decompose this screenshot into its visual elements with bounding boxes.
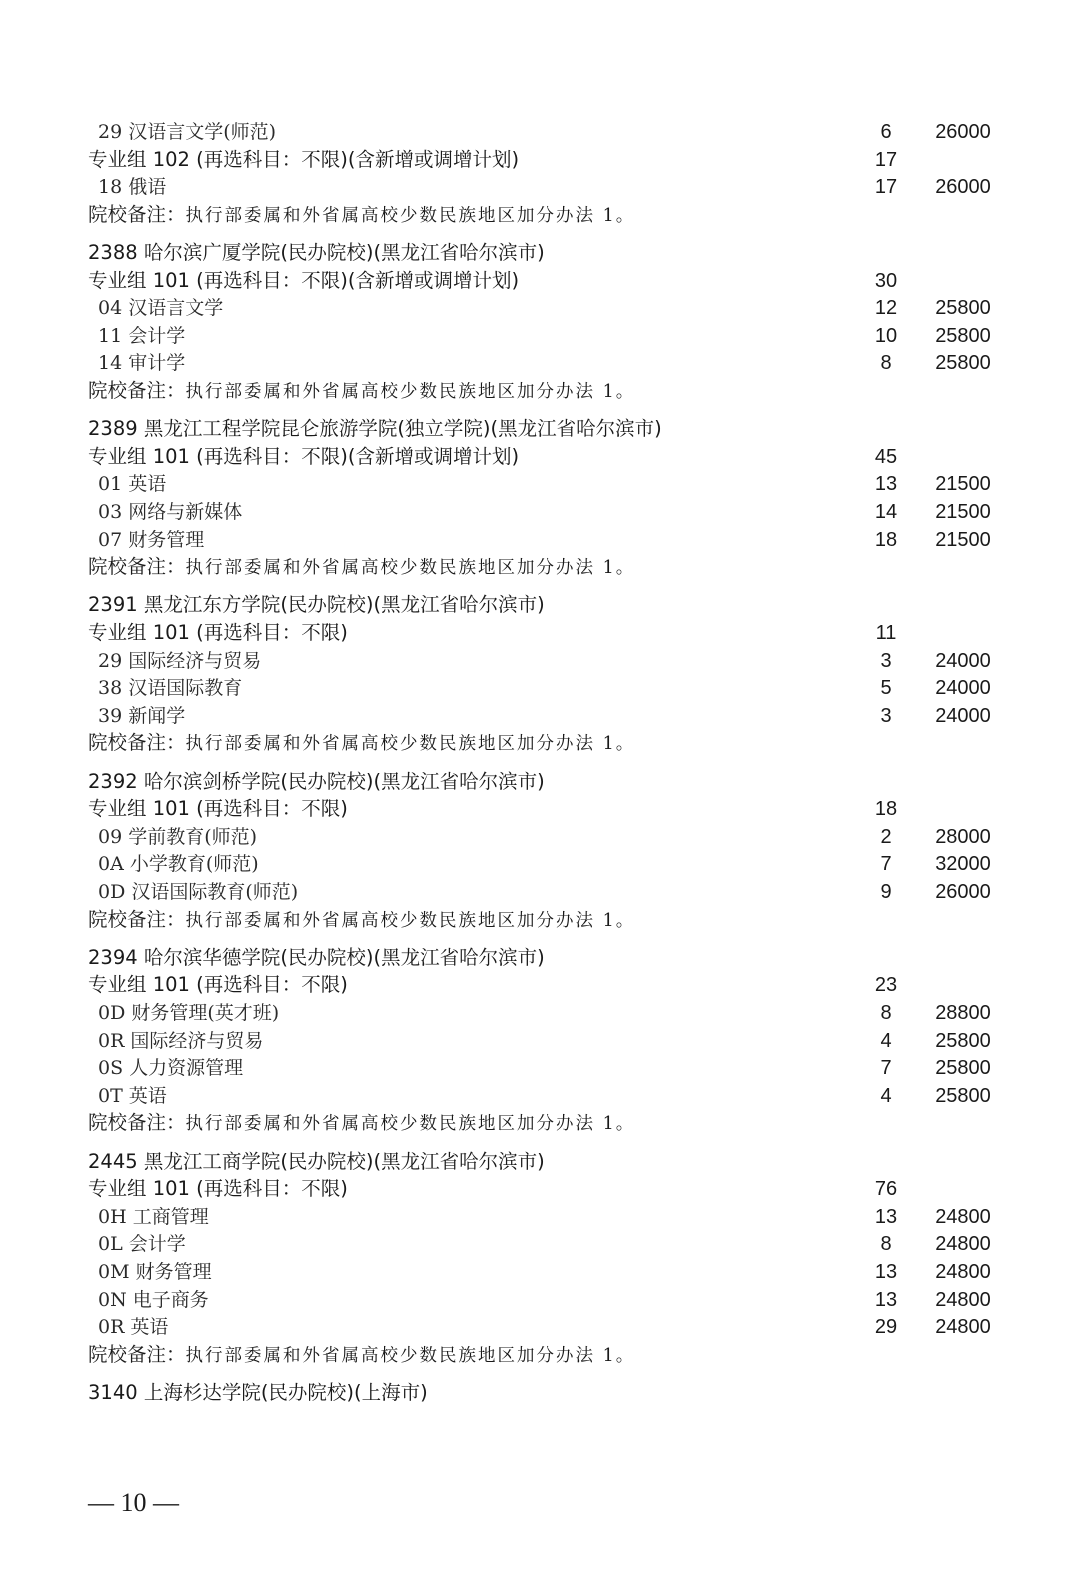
school-header <box>0 768 1080 796</box>
page-number: — 10 — <box>88 1488 179 1517</box>
remark-text <box>88 553 635 582</box>
tuition-fee: 24000 <box>935 704 991 727</box>
school-header <box>0 944 1080 972</box>
group-text: 专业组 101 (再选科目：不限)(含新增或调增计划) <box>88 444 520 468</box>
remark-text <box>88 729 635 758</box>
remark-label: 院校备注： <box>88 907 186 931</box>
plan-count: 18 <box>874 798 898 821</box>
major-text: 14 审计学 <box>98 352 186 375</box>
major-text: 0L 会计学 <box>98 1233 186 1256</box>
plan-count: 8 <box>880 352 892 375</box>
major-text: 0A 小学教育(师范) <box>98 853 259 876</box>
tuition-fee: 24800 <box>935 1316 991 1339</box>
major-row <box>0 526 1080 554</box>
major-text: 0S 人力资源管理 <box>98 1057 244 1080</box>
major-text: 0R 国际经济与贸易 <box>98 1029 264 1052</box>
plan-count: 18 <box>874 528 898 551</box>
plan-count: 29 <box>874 1316 898 1339</box>
major-text: 0H 工商管理 <box>98 1205 209 1228</box>
school-text: 2392 哈尔滨剑桥学院(民办院校)(黑龙江省哈尔滨市) <box>88 769 545 793</box>
remark-body: 执行部委属和外省属高校少数民族地区加分办法 1。 <box>185 205 636 226</box>
tuition-fee: 24000 <box>935 649 991 672</box>
plan-count: 14 <box>874 501 898 523</box>
plan-count: 2 <box>880 825 892 848</box>
tuition-fee: 25800 <box>935 1057 991 1080</box>
major-row <box>0 173 1080 201</box>
group-text: 专业组 101 (再选科目：不限) <box>88 797 348 821</box>
tuition-fee: 25800 <box>935 352 991 375</box>
tuition-fee: 21500 <box>935 501 991 523</box>
remark-body: 执行部委属和外省属高校少数民族地区加分办法 1。 <box>185 1345 636 1366</box>
school-text: 2445 黑龙江工商学院(民办院校)(黑龙江省哈尔滨市) <box>88 1149 545 1173</box>
tuition-fee: 26000 <box>935 121 991 143</box>
school-text: 2394 哈尔滨华德学院(民办院校)(黑龙江省哈尔滨市) <box>88 945 545 969</box>
major-text: 0R 英语 <box>98 1316 169 1339</box>
major-row <box>0 674 1080 702</box>
plan-count: 12 <box>874 297 898 320</box>
major-text: 04 汉语言文学 <box>98 297 224 320</box>
school-remark <box>0 201 1080 229</box>
plan-count: 10 <box>874 324 898 347</box>
tuition-fee: 24800 <box>935 1205 991 1228</box>
plan-count: 23 <box>874 974 898 997</box>
plan-count: 30 <box>874 269 898 292</box>
major-row <box>0 1203 1080 1231</box>
plan-count: 9 <box>880 881 892 903</box>
major-row <box>0 1082 1080 1110</box>
tuition-fee: 21500 <box>935 528 991 551</box>
school-text: 2391 黑龙江东方学院(民办院校)(黑龙江省哈尔滨市) <box>88 593 545 617</box>
plan-count: 5 <box>880 677 892 700</box>
plan-count: 4 <box>880 1084 892 1107</box>
remark-label: 院校备注： <box>88 731 186 755</box>
plan-count: 11 <box>875 622 897 644</box>
major-text: 38 汉语国际教育 <box>98 677 243 700</box>
major-group-row <box>0 971 1080 999</box>
school-header <box>0 591 1080 619</box>
tuition-fee: 25800 <box>935 1084 991 1107</box>
school-header <box>0 1148 1080 1176</box>
tuition-fee: 25800 <box>935 1029 991 1052</box>
major-text: 01 英语 <box>98 473 167 496</box>
remark-text <box>88 906 635 935</box>
plan-count: 7 <box>880 853 892 876</box>
tuition-fee: 28000 <box>935 825 991 848</box>
major-group-row <box>0 146 1080 174</box>
major-row <box>0 349 1080 377</box>
major-group-row <box>0 619 1080 647</box>
school-remark <box>0 729 1080 757</box>
major-text: 07 财务管理 <box>98 528 205 551</box>
group-text: 专业组 101 (再选科目：不限)(含新增或调增计划) <box>88 268 520 292</box>
group-text: 专业组 101 (再选科目：不限) <box>88 621 348 644</box>
remark-label: 院校备注： <box>88 1342 186 1366</box>
school-remark <box>0 1109 1080 1137</box>
major-row <box>0 322 1080 350</box>
tuition-fee: 32000 <box>935 853 991 876</box>
remark-body: 执行部委属和外省属高校少数民族地区加分办法 1。 <box>185 734 636 755</box>
major-text: 11 会计学 <box>98 324 186 347</box>
major-text: 29 国际经济与贸易 <box>98 649 262 672</box>
major-row <box>0 294 1080 322</box>
major-text: 18 俄语 <box>98 176 167 199</box>
major-text: 0M 财务管理 <box>98 1261 212 1283</box>
school-text: 2389 黑龙江工程学院昆仑旅游学院(独立学院)(黑龙江省哈尔滨市) <box>88 417 662 441</box>
plan-count: 3 <box>880 649 892 672</box>
major-row <box>0 498 1080 526</box>
school-header <box>0 239 1080 267</box>
major-row <box>0 1258 1080 1286</box>
remark-label: 院校备注： <box>88 379 186 402</box>
remark-body: 执行部委属和外省属高校少数民族地区加分办法 1。 <box>185 1114 636 1135</box>
tuition-fee: 24000 <box>935 677 991 700</box>
major-row <box>0 118 1080 146</box>
remark-body: 执行部委属和外省属高校少数民族地区加分办法 1。 <box>185 558 636 579</box>
major-row <box>0 1230 1080 1258</box>
group-text: 专业组 101 (再选科目：不限) <box>88 1177 348 1201</box>
major-text: 39 新闻学 <box>98 704 186 727</box>
group-text: 专业组 102 (再选科目：不限)(含新增或调增计划) <box>88 147 520 171</box>
school-header <box>0 415 1080 443</box>
tuition-fee: 26000 <box>935 881 991 903</box>
plan-count: 17 <box>874 176 898 199</box>
plan-count: 17 <box>874 148 898 171</box>
major-text: 03 网络与新媒体 <box>98 501 243 523</box>
school-text: 3140 上海杉达学院(民办院校)(上海市) <box>88 1381 428 1404</box>
major-group-row <box>0 267 1080 295</box>
tuition-fee: 25800 <box>935 297 991 320</box>
tuition-fee: 24800 <box>935 1288 991 1311</box>
major-group-row <box>0 795 1080 823</box>
major-row <box>0 1286 1080 1314</box>
plan-count: 13 <box>874 1261 898 1283</box>
plan-count: 6 <box>880 121 892 143</box>
school-remark <box>0 906 1080 934</box>
tuition-fee: 21500 <box>935 473 991 496</box>
plan-count: 4 <box>880 1029 892 1052</box>
major-text: 0T 英语 <box>98 1084 167 1107</box>
plan-count: 3 <box>880 704 892 727</box>
major-row <box>0 470 1080 498</box>
tuition-fee: 24800 <box>935 1233 991 1256</box>
remark-text <box>88 1341 635 1370</box>
major-row <box>0 1027 1080 1055</box>
plan-count: 8 <box>880 1233 892 1256</box>
major-row <box>0 823 1080 851</box>
school-remark <box>0 377 1080 405</box>
tuition-fee: 24800 <box>935 1261 991 1283</box>
major-text: 0D 汉语国际教育(师范) <box>98 881 299 903</box>
major-group-row <box>0 1175 1080 1203</box>
major-group-row <box>0 443 1080 471</box>
remark-label: 院校备注： <box>88 555 186 579</box>
tuition-fee: 26000 <box>935 176 991 199</box>
plan-count: 76 <box>874 1178 898 1201</box>
plan-count: 8 <box>880 1002 892 1024</box>
major-row <box>0 647 1080 675</box>
plan-count: 13 <box>874 473 898 496</box>
major-row <box>0 702 1080 730</box>
school-remark <box>0 553 1080 581</box>
remark-label: 院校备注： <box>88 1111 186 1135</box>
major-text: 09 学前教育(师范) <box>98 825 258 848</box>
school-header <box>0 1379 1080 1407</box>
major-text: 0N 电子商务 <box>98 1288 209 1311</box>
plan-count: 13 <box>874 1288 898 1311</box>
major-row <box>0 1054 1080 1082</box>
major-row <box>0 878 1080 906</box>
plan-count: 7 <box>880 1057 892 1080</box>
remark-text <box>88 201 635 230</box>
major-text: 29 汉语言文学(师范) <box>98 121 277 143</box>
plan-count: 13 <box>874 1205 898 1228</box>
remark-text <box>88 1109 635 1138</box>
major-row <box>0 999 1080 1027</box>
school-remark <box>0 1341 1080 1369</box>
school-text: 2388 哈尔滨广厦学院(民办院校)(黑龙江省哈尔滨市) <box>88 241 545 264</box>
plan-count: 45 <box>874 445 898 468</box>
tuition-fee: 28800 <box>935 1002 991 1024</box>
tuition-fee: 25800 <box>935 324 991 347</box>
major-row <box>0 850 1080 878</box>
remark-body: 执行部委属和外省属高校少数民族地区加分办法 1。 <box>185 382 636 402</box>
group-text: 专业组 101 (再选科目：不限) <box>88 973 348 997</box>
major-row <box>0 1313 1080 1341</box>
remark-label: 院校备注： <box>88 202 186 226</box>
remark-body: 执行部委属和外省属高校少数民族地区加分办法 1。 <box>185 910 636 931</box>
major-text: 0D 财务管理(英才班) <box>98 1002 280 1024</box>
remark-text <box>88 377 635 406</box>
